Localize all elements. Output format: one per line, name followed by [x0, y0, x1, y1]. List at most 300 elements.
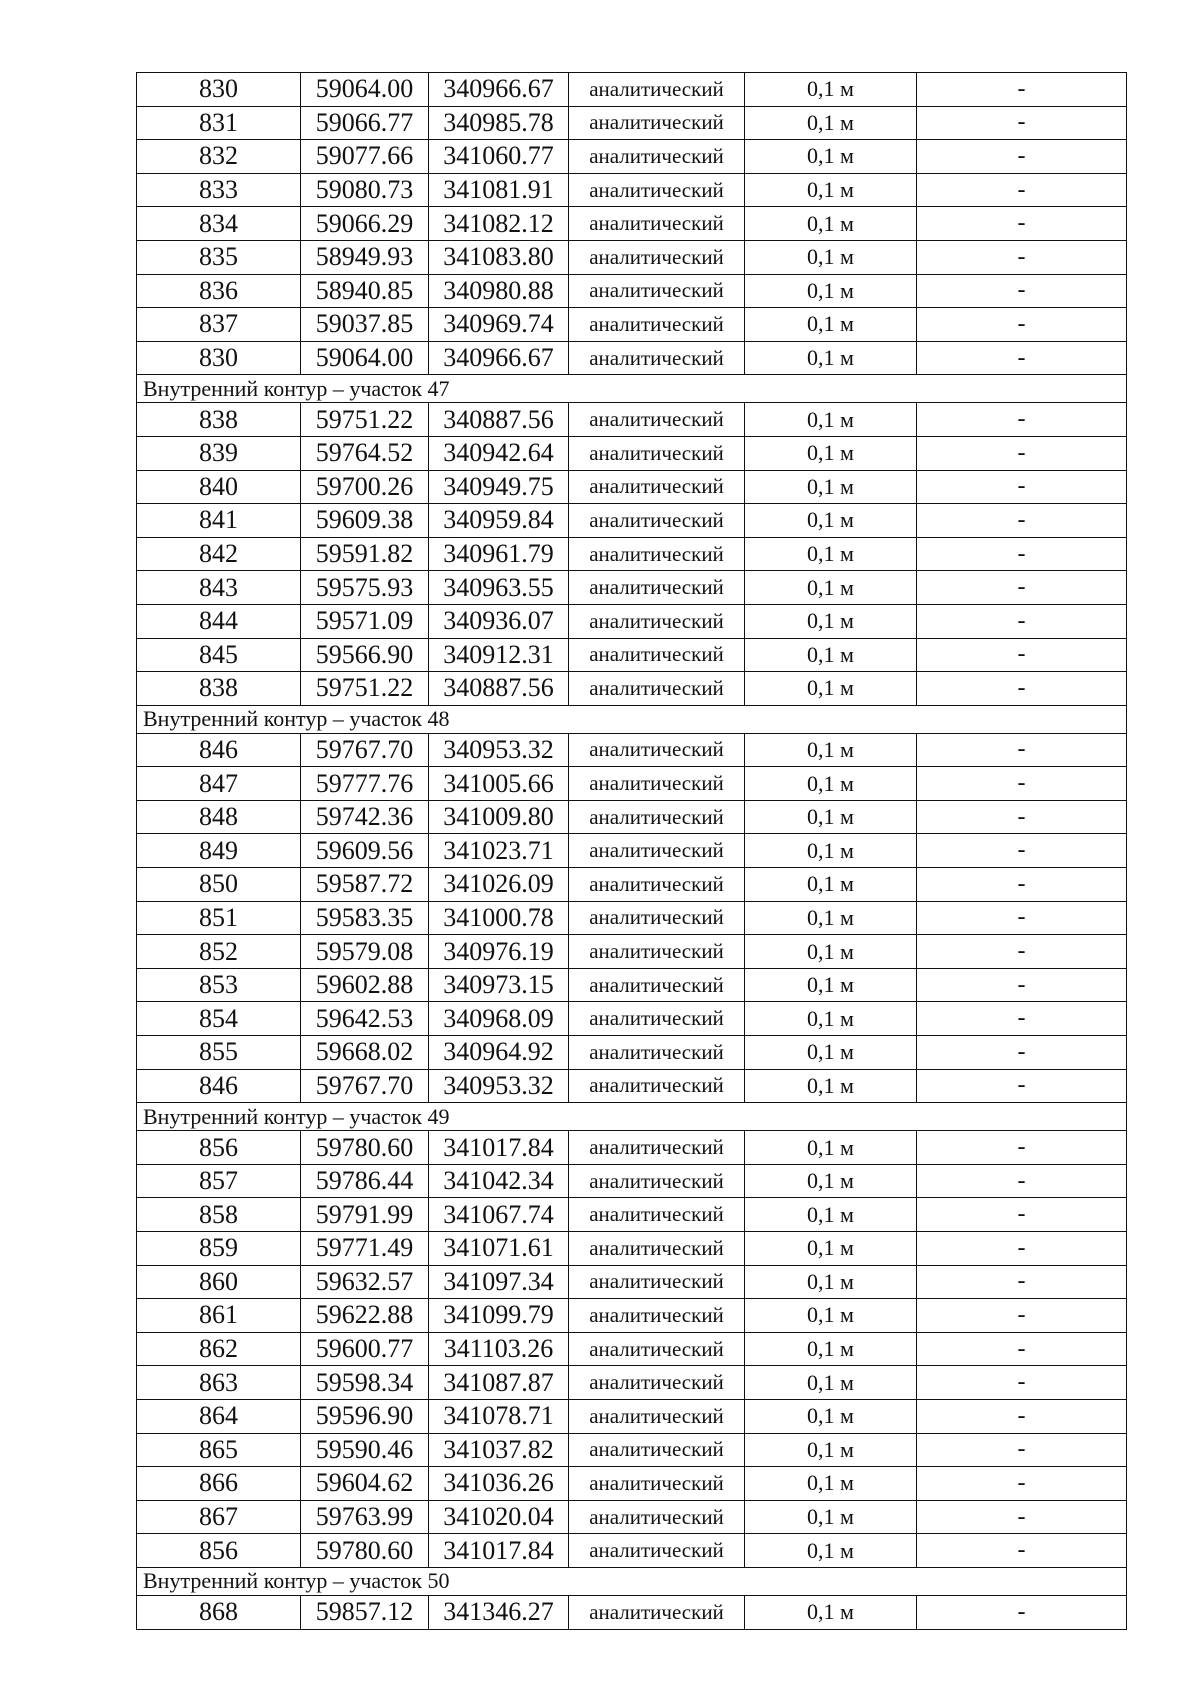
point-number-cell: 858: [137, 1198, 301, 1232]
accuracy-cell: 0,1 м: [745, 1299, 917, 1333]
method-cell: аналитический: [569, 868, 745, 902]
note-cell: -: [917, 800, 1127, 834]
method-cell: аналитический: [569, 1399, 745, 1433]
x-coordinate-cell: 59066.77: [301, 106, 429, 140]
accuracy-cell: 0,1 м: [745, 1002, 917, 1036]
note-cell: -: [917, 571, 1127, 605]
table-row: [137, 537, 1127, 571]
table-row: [137, 1232, 1127, 1266]
section-header-label: Внутренний контур – участок 47: [137, 375, 1127, 403]
section-header-row: [137, 1103, 1127, 1131]
note-cell: -: [917, 308, 1127, 342]
y-coordinate-cell: 340953.32: [429, 733, 569, 767]
method-cell: аналитический: [569, 1198, 745, 1232]
point-number-cell: 867: [137, 1500, 301, 1534]
method-cell: аналитический: [569, 403, 745, 437]
y-coordinate-cell: 341081.91: [429, 173, 569, 207]
table-row: [137, 672, 1127, 706]
x-coordinate-cell: 59771.49: [301, 1232, 429, 1266]
point-number-cell: 852: [137, 935, 301, 969]
table-row: [137, 1500, 1127, 1534]
x-coordinate-cell: 59604.62: [301, 1467, 429, 1501]
section-header-label: Внутренний контур – участок 50: [137, 1567, 1127, 1595]
method-cell: аналитический: [569, 571, 745, 605]
note-cell: -: [917, 1467, 1127, 1501]
accuracy-cell: 0,1 м: [745, 341, 917, 375]
point-number-cell: 855: [137, 1036, 301, 1070]
method-cell: аналитический: [569, 1036, 745, 1070]
table-row: [137, 1366, 1127, 1400]
table-row: [137, 106, 1127, 140]
note-cell: -: [917, 638, 1127, 672]
point-number-cell: 844: [137, 604, 301, 638]
accuracy-cell: 0,1 м: [745, 73, 917, 107]
accuracy-cell: 0,1 м: [745, 672, 917, 706]
accuracy-cell: 0,1 м: [745, 274, 917, 308]
table-row: [137, 935, 1127, 969]
x-coordinate-cell: 59609.38: [301, 504, 429, 538]
point-number-cell: 842: [137, 537, 301, 571]
method-cell: аналитический: [569, 672, 745, 706]
point-number-cell: 837: [137, 308, 301, 342]
accuracy-cell: 0,1 м: [745, 1595, 917, 1629]
accuracy-cell: 0,1 м: [745, 1366, 917, 1400]
point-number-cell: 846: [137, 1069, 301, 1103]
table-row: [137, 968, 1127, 1002]
method-cell: аналитический: [569, 1534, 745, 1568]
note-cell: -: [917, 1500, 1127, 1534]
y-coordinate-cell: 340973.15: [429, 968, 569, 1002]
note-cell: -: [917, 240, 1127, 274]
note-cell: -: [917, 935, 1127, 969]
table-row: [137, 1198, 1127, 1232]
point-number-cell: 831: [137, 106, 301, 140]
table-row: [137, 1332, 1127, 1366]
method-cell: аналитический: [569, 1332, 745, 1366]
point-number-cell: 864: [137, 1399, 301, 1433]
y-coordinate-cell: 341017.84: [429, 1131, 569, 1165]
table-row: [137, 73, 1127, 107]
method-cell: аналитический: [569, 140, 745, 174]
point-number-cell: 841: [137, 504, 301, 538]
accuracy-cell: 0,1 м: [745, 207, 917, 241]
accuracy-cell: 0,1 м: [745, 537, 917, 571]
x-coordinate-cell: 59077.66: [301, 140, 429, 174]
note-cell: -: [917, 868, 1127, 902]
point-number-cell: 836: [137, 274, 301, 308]
accuracy-cell: 0,1 м: [745, 403, 917, 437]
y-coordinate-cell: 340959.84: [429, 504, 569, 538]
point-number-cell: 835: [137, 240, 301, 274]
point-number-cell: 866: [137, 1467, 301, 1501]
method-cell: аналитический: [569, 1164, 745, 1198]
note-cell: -: [917, 672, 1127, 706]
accuracy-cell: 0,1 м: [745, 733, 917, 767]
accuracy-cell: 0,1 м: [745, 638, 917, 672]
accuracy-cell: 0,1 м: [745, 901, 917, 935]
note-cell: -: [917, 341, 1127, 375]
x-coordinate-cell: 59602.88: [301, 968, 429, 1002]
y-coordinate-cell: 341017.84: [429, 1534, 569, 1568]
y-coordinate-cell: 340936.07: [429, 604, 569, 638]
y-coordinate-cell: 341078.71: [429, 1399, 569, 1433]
note-cell: -: [917, 537, 1127, 571]
note-cell: -: [917, 106, 1127, 140]
y-coordinate-cell: 340964.92: [429, 1036, 569, 1070]
accuracy-cell: 0,1 м: [745, 1198, 917, 1232]
y-coordinate-cell: 341346.27: [429, 1595, 569, 1629]
accuracy-cell: 0,1 м: [745, 1069, 917, 1103]
y-coordinate-cell: 341099.79: [429, 1299, 569, 1333]
x-coordinate-cell: 59590.46: [301, 1433, 429, 1467]
accuracy-cell: 0,1 м: [745, 173, 917, 207]
accuracy-cell: 0,1 м: [745, 1036, 917, 1070]
note-cell: -: [917, 1332, 1127, 1366]
y-coordinate-cell: 340887.56: [429, 672, 569, 706]
note-cell: -: [917, 140, 1127, 174]
x-coordinate-cell: 59579.08: [301, 935, 429, 969]
accuracy-cell: 0,1 м: [745, 935, 917, 969]
point-number-cell: 838: [137, 403, 301, 437]
y-coordinate-cell: 341087.87: [429, 1366, 569, 1400]
y-coordinate-cell: 341036.26: [429, 1467, 569, 1501]
x-coordinate-cell: 59583.35: [301, 901, 429, 935]
method-cell: аналитический: [569, 106, 745, 140]
point-number-cell: 863: [137, 1366, 301, 1400]
point-number-cell: 854: [137, 1002, 301, 1036]
y-coordinate-cell: 340953.32: [429, 1069, 569, 1103]
note-cell: -: [917, 403, 1127, 437]
point-number-cell: 856: [137, 1534, 301, 1568]
x-coordinate-cell: 59587.72: [301, 868, 429, 902]
point-number-cell: 853: [137, 968, 301, 1002]
coordinates-table-body: [137, 73, 1127, 1630]
y-coordinate-cell: 340961.79: [429, 537, 569, 571]
table-row: [137, 1467, 1127, 1501]
x-coordinate-cell: 59751.22: [301, 672, 429, 706]
accuracy-cell: 0,1 м: [745, 140, 917, 174]
x-coordinate-cell: 59566.90: [301, 638, 429, 672]
note-cell: -: [917, 1399, 1127, 1433]
y-coordinate-cell: 341005.66: [429, 767, 569, 801]
method-cell: аналитический: [569, 638, 745, 672]
table-row: [137, 504, 1127, 538]
x-coordinate-cell: 59064.00: [301, 73, 429, 107]
method-cell: аналитический: [569, 1002, 745, 1036]
method-cell: аналитический: [569, 1232, 745, 1266]
table-row: [137, 403, 1127, 437]
table-row: [137, 1164, 1127, 1198]
coordinates-table: [136, 72, 1127, 1630]
method-cell: аналитический: [569, 767, 745, 801]
table-row: [137, 1069, 1127, 1103]
table-row: [137, 733, 1127, 767]
point-number-cell: 856: [137, 1131, 301, 1165]
table-row: [137, 604, 1127, 638]
note-cell: -: [917, 1036, 1127, 1070]
x-coordinate-cell: 59066.29: [301, 207, 429, 241]
y-coordinate-cell: 341000.78: [429, 901, 569, 935]
y-coordinate-cell: 341009.80: [429, 800, 569, 834]
table-row: [137, 470, 1127, 504]
x-coordinate-cell: 59600.77: [301, 1332, 429, 1366]
y-coordinate-cell: 340969.74: [429, 308, 569, 342]
note-cell: -: [917, 604, 1127, 638]
table-row: [137, 173, 1127, 207]
point-number-cell: 834: [137, 207, 301, 241]
x-coordinate-cell: 59609.56: [301, 834, 429, 868]
point-number-cell: 840: [137, 470, 301, 504]
y-coordinate-cell: 340887.56: [429, 403, 569, 437]
method-cell: аналитический: [569, 470, 745, 504]
accuracy-cell: 0,1 м: [745, 308, 917, 342]
x-coordinate-cell: 59791.99: [301, 1198, 429, 1232]
method-cell: аналитический: [569, 173, 745, 207]
x-coordinate-cell: 59700.26: [301, 470, 429, 504]
x-coordinate-cell: 59780.60: [301, 1131, 429, 1165]
accuracy-cell: 0,1 м: [745, 868, 917, 902]
y-coordinate-cell: 340912.31: [429, 638, 569, 672]
method-cell: аналитический: [569, 800, 745, 834]
method-cell: аналитический: [569, 1595, 745, 1629]
y-coordinate-cell: 341103.26: [429, 1332, 569, 1366]
point-number-cell: 838: [137, 672, 301, 706]
y-coordinate-cell: 341042.34: [429, 1164, 569, 1198]
accuracy-cell: 0,1 м: [745, 767, 917, 801]
table-row: [137, 1399, 1127, 1433]
y-coordinate-cell: 341067.74: [429, 1198, 569, 1232]
table-row: [137, 240, 1127, 274]
point-number-cell: 859: [137, 1232, 301, 1266]
y-coordinate-cell: 340966.67: [429, 73, 569, 107]
point-number-cell: 832: [137, 140, 301, 174]
method-cell: аналитический: [569, 1265, 745, 1299]
accuracy-cell: 0,1 м: [745, 1467, 917, 1501]
y-coordinate-cell: 341037.82: [429, 1433, 569, 1467]
table-row: [137, 638, 1127, 672]
method-cell: аналитический: [569, 73, 745, 107]
note-cell: -: [917, 1433, 1127, 1467]
x-coordinate-cell: 59598.34: [301, 1366, 429, 1400]
accuracy-cell: 0,1 м: [745, 604, 917, 638]
method-cell: аналитический: [569, 274, 745, 308]
y-coordinate-cell: 340976.19: [429, 935, 569, 969]
accuracy-cell: 0,1 м: [745, 1534, 917, 1568]
method-cell: аналитический: [569, 733, 745, 767]
y-coordinate-cell: 341071.61: [429, 1232, 569, 1266]
method-cell: аналитический: [569, 436, 745, 470]
note-cell: -: [917, 1366, 1127, 1400]
table-row: [137, 1036, 1127, 1070]
x-coordinate-cell: 59080.73: [301, 173, 429, 207]
x-coordinate-cell: 59777.76: [301, 767, 429, 801]
method-cell: аналитический: [569, 1131, 745, 1165]
note-cell: -: [917, 274, 1127, 308]
x-coordinate-cell: 59764.52: [301, 436, 429, 470]
accuracy-cell: 0,1 м: [745, 1500, 917, 1534]
method-cell: аналитический: [569, 834, 745, 868]
x-coordinate-cell: 59668.02: [301, 1036, 429, 1070]
note-cell: -: [917, 733, 1127, 767]
accuracy-cell: 0,1 м: [745, 504, 917, 538]
note-cell: -: [917, 968, 1127, 1002]
section-header-row: [137, 375, 1127, 403]
point-number-cell: 839: [137, 436, 301, 470]
point-number-cell: 857: [137, 1164, 301, 1198]
x-coordinate-cell: 59037.85: [301, 308, 429, 342]
table-row: [137, 1433, 1127, 1467]
accuracy-cell: 0,1 м: [745, 106, 917, 140]
table-row: [137, 1002, 1127, 1036]
table-row: [137, 140, 1127, 174]
point-number-cell: 830: [137, 341, 301, 375]
x-coordinate-cell: 58940.85: [301, 274, 429, 308]
x-coordinate-cell: 59767.70: [301, 733, 429, 767]
table-row: [137, 207, 1127, 241]
x-coordinate-cell: 59763.99: [301, 1500, 429, 1534]
x-coordinate-cell: 59742.36: [301, 800, 429, 834]
point-number-cell: 848: [137, 800, 301, 834]
accuracy-cell: 0,1 м: [745, 968, 917, 1002]
method-cell: аналитический: [569, 341, 745, 375]
point-number-cell: 851: [137, 901, 301, 935]
accuracy-cell: 0,1 м: [745, 800, 917, 834]
y-coordinate-cell: 340966.67: [429, 341, 569, 375]
y-coordinate-cell: 340949.75: [429, 470, 569, 504]
accuracy-cell: 0,1 м: [745, 1164, 917, 1198]
accuracy-cell: 0,1 м: [745, 1131, 917, 1165]
table-row: [137, 1595, 1127, 1629]
method-cell: аналитический: [569, 207, 745, 241]
table-row: [137, 1534, 1127, 1568]
accuracy-cell: 0,1 м: [745, 470, 917, 504]
point-number-cell: 868: [137, 1595, 301, 1629]
accuracy-cell: 0,1 м: [745, 1433, 917, 1467]
note-cell: -: [917, 173, 1127, 207]
method-cell: аналитический: [569, 604, 745, 638]
method-cell: аналитический: [569, 901, 745, 935]
point-number-cell: 861: [137, 1299, 301, 1333]
note-cell: -: [917, 73, 1127, 107]
table-row: [137, 767, 1127, 801]
accuracy-cell: 0,1 м: [745, 1265, 917, 1299]
accuracy-cell: 0,1 м: [745, 1232, 917, 1266]
x-coordinate-cell: 59575.93: [301, 571, 429, 605]
table-row: [137, 341, 1127, 375]
x-coordinate-cell: 58949.93: [301, 240, 429, 274]
table-row: [137, 571, 1127, 605]
y-coordinate-cell: 340980.88: [429, 274, 569, 308]
y-coordinate-cell: 341026.09: [429, 868, 569, 902]
section-header-label: Внутренний контур – участок 49: [137, 1103, 1127, 1131]
method-cell: аналитический: [569, 504, 745, 538]
x-coordinate-cell: 59780.60: [301, 1534, 429, 1568]
point-number-cell: 845: [137, 638, 301, 672]
section-header-row: [137, 705, 1127, 733]
method-cell: аналитический: [569, 308, 745, 342]
note-cell: -: [917, 1595, 1127, 1629]
note-cell: -: [917, 1232, 1127, 1266]
point-number-cell: 865: [137, 1433, 301, 1467]
y-coordinate-cell: 340968.09: [429, 1002, 569, 1036]
y-coordinate-cell: 340963.55: [429, 571, 569, 605]
y-coordinate-cell: 341023.71: [429, 834, 569, 868]
x-coordinate-cell: 59632.57: [301, 1265, 429, 1299]
x-coordinate-cell: 59751.22: [301, 403, 429, 437]
x-coordinate-cell: 59767.70: [301, 1069, 429, 1103]
note-cell: -: [917, 1198, 1127, 1232]
note-cell: -: [917, 504, 1127, 538]
note-cell: -: [917, 834, 1127, 868]
note-cell: -: [917, 1002, 1127, 1036]
y-coordinate-cell: 340942.64: [429, 436, 569, 470]
note-cell: -: [917, 1069, 1127, 1103]
accuracy-cell: 0,1 м: [745, 571, 917, 605]
accuracy-cell: 0,1 м: [745, 834, 917, 868]
point-number-cell: 830: [137, 73, 301, 107]
method-cell: аналитический: [569, 1467, 745, 1501]
point-number-cell: 849: [137, 834, 301, 868]
y-coordinate-cell: 341060.77: [429, 140, 569, 174]
x-coordinate-cell: 59786.44: [301, 1164, 429, 1198]
note-cell: -: [917, 207, 1127, 241]
method-cell: аналитический: [569, 1366, 745, 1400]
point-number-cell: 860: [137, 1265, 301, 1299]
x-coordinate-cell: 59596.90: [301, 1399, 429, 1433]
section-header-row: [137, 1567, 1127, 1595]
x-coordinate-cell: 59857.12: [301, 1595, 429, 1629]
x-coordinate-cell: 59064.00: [301, 341, 429, 375]
table-row: [137, 1299, 1127, 1333]
point-number-cell: 833: [137, 173, 301, 207]
note-cell: -: [917, 1164, 1127, 1198]
accuracy-cell: 0,1 м: [745, 1332, 917, 1366]
method-cell: аналитический: [569, 537, 745, 571]
note-cell: -: [917, 1265, 1127, 1299]
note-cell: -: [917, 767, 1127, 801]
y-coordinate-cell: 341020.04: [429, 1500, 569, 1534]
y-coordinate-cell: 341097.34: [429, 1265, 569, 1299]
table-row: [137, 274, 1127, 308]
note-cell: -: [917, 436, 1127, 470]
accuracy-cell: 0,1 м: [745, 1399, 917, 1433]
method-cell: аналитический: [569, 1299, 745, 1333]
method-cell: аналитический: [569, 935, 745, 969]
point-number-cell: 843: [137, 571, 301, 605]
accuracy-cell: 0,1 м: [745, 240, 917, 274]
method-cell: аналитический: [569, 240, 745, 274]
method-cell: аналитический: [569, 1500, 745, 1534]
note-cell: -: [917, 1534, 1127, 1568]
method-cell: аналитический: [569, 1069, 745, 1103]
x-coordinate-cell: 59622.88: [301, 1299, 429, 1333]
section-header-label: Внутренний контур – участок 48: [137, 705, 1127, 733]
method-cell: аналитический: [569, 1433, 745, 1467]
table-row: [137, 834, 1127, 868]
note-cell: -: [917, 470, 1127, 504]
table-row: [137, 1265, 1127, 1299]
method-cell: аналитический: [569, 968, 745, 1002]
table-row: [137, 901, 1127, 935]
x-coordinate-cell: 59571.09: [301, 604, 429, 638]
x-coordinate-cell: 59591.82: [301, 537, 429, 571]
table-row: [137, 308, 1127, 342]
table-row: [137, 868, 1127, 902]
y-coordinate-cell: 340985.78: [429, 106, 569, 140]
x-coordinate-cell: 59642.53: [301, 1002, 429, 1036]
table-row: [137, 800, 1127, 834]
table-row: [137, 436, 1127, 470]
